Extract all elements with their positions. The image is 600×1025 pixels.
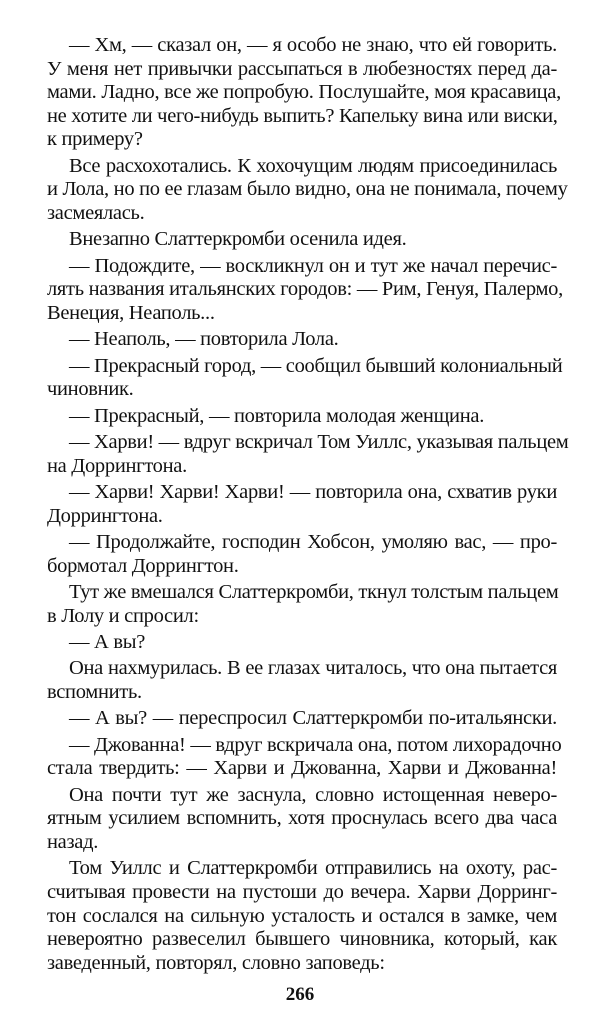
text-line: Она почти тут же заснула, словно истощенная неверо- [69,783,557,806]
text-line: мами. Ладно, все же попробую. Послушайте, моя красавица, [47,81,561,104]
text-line: не хотите ли чего-нибудь выпить? Капельку вина или виски, [47,104,558,127]
text-line: — Неаполь, — повторила Лола. [69,328,339,351]
text-line: — Хм, — сказал он, — я особо не знаю, что ей говорить. [69,34,557,56]
page-number: 266 [285,984,315,1005]
text-line: в Лолу и спросил: [47,604,199,627]
text-line: Все расхохотались. К хохочущим людям присоединилась [69,154,557,177]
text-line: У меня нет привычки рассыпаться в любезностях перед да- [47,57,557,80]
text-line: Тут же вмешался Слаттеркромби, ткнул толстым пальцем [69,581,559,604]
text-line: засмеялась. [47,201,145,224]
text-line: — Харви! Харви! Харви! — повторила она, схватив руки [69,481,557,504]
text-line: бормотал Доррингтон. [47,554,239,577]
text-line: Венеция, Неаполь... [47,301,215,324]
text-line: чиновник. [47,378,134,401]
text-line: к примеру? [47,128,143,151]
text-line: стала твердить: — Харви и Джованна, Харви и Джованна! [47,757,557,780]
text-line: невероятно развеселил бывшего чиновника, который, как [47,928,557,951]
text-line: — А вы? [69,631,146,654]
text-line: Доррингтона. [47,504,163,527]
text-line: — Харви! — вдруг вскричал Том Уиллс, указывая пальцем [69,431,569,454]
text-line: — Прекрасный город, — сообщил бывший колониальный [69,354,563,377]
text-line: Том Уиллс и Слаттеркромби отправились на охоту, рас- [69,857,557,880]
text-line: — Подождите, — воскликнул он и тут же начал перечис- [69,254,557,277]
text-line: вспомнить. [47,681,142,703]
text-line: тон сослался на сильную усталость и остался в замке, чем [47,904,557,927]
text-line: назад. [47,830,99,853]
text-line: считывая провести на пустоши до вечера. Харви Дорринг- [47,880,557,903]
text-line: — Продолжайте, господин Хобсон, умоляю вас, — про- [69,531,557,554]
text-line: заведенный, повторял, словно заповедь: [47,951,385,974]
page-body-text [47,34,569,975]
text-line: — Джованна! — вдруг вскричала она, потом лихорадочно [69,733,562,756]
text-line: и Лола, но по ее глазам было видно, она не понимала, почему [47,178,568,201]
text-line: лять названия итальянских городов: — Рим, Генуя, Палермо, [47,278,563,301]
text-line: — Прекрасный, — повторила молодая женщина. [69,404,485,427]
text-line: ятным усилием вспомнить, хотя проснулась всего два часа [47,807,557,830]
text-line: — А вы? — переспросил Слаттеркромби по-итальянски. [69,707,557,730]
text-line: Внезапно Слаттеркромби осенила идея. [69,228,407,251]
text-line: на Доррингтона. [47,454,187,477]
text-line: Она нахмурилась. В ее глазах читалось, что она пытается [69,657,557,680]
